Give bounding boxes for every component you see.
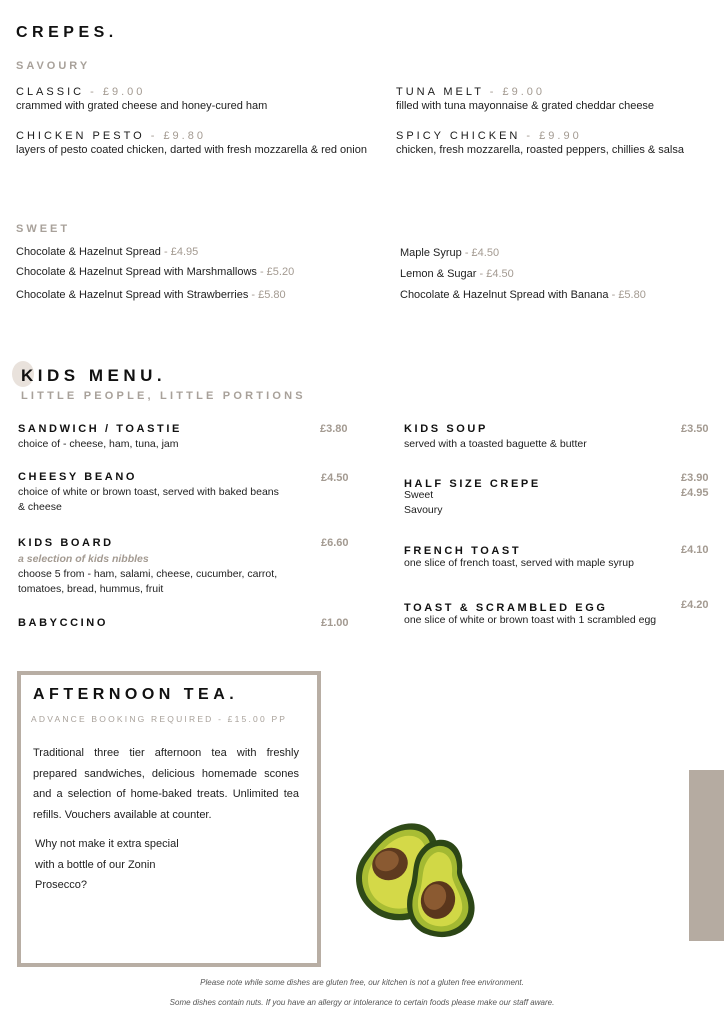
sweet-sep: - [461,247,472,259]
sweet-label: SWEET [16,223,71,235]
sweet-price: £4.50 [471,247,500,259]
kids-item-name: KIDS SOUP [404,423,488,435]
kids-item-desc: choice of - cheese, ham, tuna, jam [18,438,179,450]
sweet-name: Maple Syrup [400,247,462,259]
afternoon-tea-extra [35,834,235,896]
sweet-item [16,289,286,301]
footer-allergy-note: Some dishes contain nuts. If you have an allergy or intolerance to certain foods please make our staff aware. [169,998,555,1007]
sweet-price: £4.50 [486,268,514,280]
sweet-price: £4.95 [170,246,199,258]
kids-item-option: Sweet [404,489,434,501]
item-desc: crammed with grated cheese and honey-cured ham [16,100,268,112]
kids-item-price: £4.50 [321,472,349,484]
afternoon-tea-heading: AFTERNOON TEA. [33,686,239,703]
kids-item-desc: tomatoes, bread, hummus, fruit [18,583,164,595]
kids-item-name: CHEESY BEANO [18,471,138,483]
sweet-sep: - [608,289,619,301]
item-sep: - [520,130,540,142]
sweet-name: Lemon & Sugar [400,268,477,280]
kids-item-name: FRENCH TOAST [404,545,522,557]
item-name: CHICKEN PESTO [16,130,145,142]
item-name: CLASSIC [16,86,85,98]
sweet-name: Chocolate & Hazelnut Spread with Banana [400,289,609,301]
sweet-sep: - [160,246,171,258]
kids-item-price: £4.95 [681,487,709,499]
kids-item-desc: one slice of white or brown toast with 1 scrambled egg [404,614,657,626]
item-price: £9.00 [102,86,146,98]
item-name: TUNA MELT [396,86,484,98]
kids-item-price: £4.20 [681,599,709,611]
tea-line: Traditional three tier afternoon tea with freshly [33,747,299,759]
tea-extra-line: Why not make it extra special [35,838,179,850]
sweet-price: £5.80 [618,289,646,301]
kids-item-name: TOAST & SCRAMBLED EGG [404,602,608,614]
kids-item-price: £3.50 [681,423,709,435]
sweet-price: £5.20 [266,266,295,278]
tea-line: and a selection of home-baked treats. Unlimited tea [33,788,299,800]
kids-item-desc: choice of white or brown toast, served with baked beans [18,486,279,498]
avocado-illustration [350,818,490,944]
sweet-item [400,247,499,259]
item-desc: layers of pesto coated chicken, darted with fresh mozzarella & red onion [16,144,367,156]
kids-item-option: Savoury [404,504,443,516]
item-sep: - [144,130,164,142]
kids-item-price: £3.80 [320,423,348,435]
afternoon-tea-description [33,743,299,825]
item-price: £9.90 [539,130,582,142]
kids-item-name: SANDWICH / TOASTIE [18,423,182,435]
sweet-sep: - [476,268,487,280]
tea-extra-line: with a bottle of our Zonin [35,858,156,871]
item-name: SPICY CHICKEN [396,130,521,142]
kids-item-name: KIDS BOARD [18,537,114,549]
sweet-name: Chocolate & Hazelnut Spread [16,246,161,258]
sweet-item [16,246,198,258]
sweet-item [16,266,294,278]
kids-item-desc: choose 5 from - ham, salami, cheese, cucumber, carrot, [18,568,278,580]
kids-item-note: a selection of kids nibbles [18,553,149,565]
side-color-block [689,770,724,941]
savoury-label: SAVOURY [16,60,91,72]
kids-item-desc: served with a toasted baguette & butter [404,438,587,450]
kids-item-price: £6.60 [321,537,349,549]
sweet-sep: - [248,289,259,301]
kids-menu-subtitle: LITTLE PEOPLE, LITTLE PORTIONS [21,390,306,402]
sweet-item [400,289,646,301]
item-sep: - [84,86,103,98]
savoury-item-classic [16,86,267,114]
kids-item-price: £4.10 [681,544,709,556]
afternoon-tea-subtitle: ADVANCE BOOKING REQUIRED - £15.00 PP [31,714,288,724]
kids-menu-heading: KIDS MENU. [21,366,167,385]
tea-line: prepared sandwiches, delicious homemade scones [33,767,299,780]
sweet-name: Chocolate & Hazelnut Spread with Marshmallows [16,266,257,278]
item-price: £9.00 [502,86,546,98]
kids-item-desc: & cheese [18,501,62,513]
item-desc: filled with tuna mayonnaise & grated cheddar cheese [396,100,655,112]
kids-item-desc: one slice of french toast, served with maple syrup [404,557,634,569]
sweet-sep: - [256,266,267,278]
item-sep: - [483,86,503,98]
savoury-item-spicy-chicken [396,130,684,158]
item-desc: chicken, fresh mozzarella, roasted peppers, chillies & salsa [396,144,684,156]
kids-item-price: £3.90 [681,472,709,484]
tea-extra-line: Prosecco? [35,879,87,891]
kids-item-price: £1.00 [321,617,349,629]
savoury-item-chicken-pesto [16,130,367,158]
sweet-item [400,268,514,280]
footer-gluten-note: Please note while some dishes are gluten free, our kitchen is not a gluten free environment. [200,978,524,987]
item-price: £9.80 [163,130,206,142]
tea-line: refills. Vouchers available at counter. [33,808,212,821]
savoury-item-tuna-melt [396,86,654,114]
sweet-price: £5.80 [258,289,286,301]
kids-item-name: HALF SIZE CREPE [404,478,541,490]
crepes-heading: CREPES. [16,24,118,41]
sweet-name: Chocolate & Hazelnut Spread with Strawberries [16,289,249,301]
kids-item-name: BABYCCINO [18,617,109,629]
afternoon-tea-box [17,671,321,967]
